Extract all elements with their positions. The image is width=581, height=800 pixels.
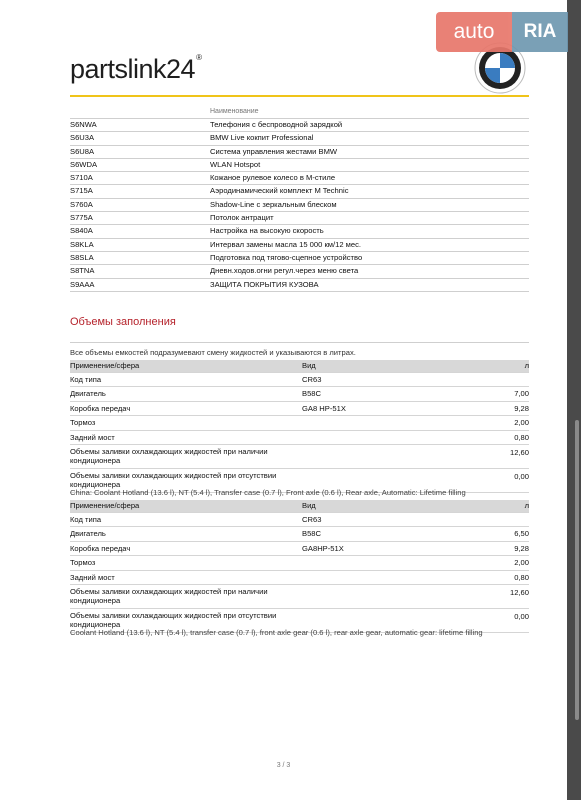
capacities-table-1 <box>70 360 529 493</box>
table-row <box>70 278 529 292</box>
table-row <box>70 386 529 400</box>
option-code: S6WDA <box>70 159 98 169</box>
capacities-table-2 <box>70 500 529 633</box>
option-name: Интервал замены масла 15 000 км/12 мес. <box>210 239 362 249</box>
auto-ria-watermark-auto: auto <box>436 12 512 52</box>
logo-text: partslink24 <box>70 54 196 84</box>
table-row <box>70 512 529 526</box>
table-header <box>70 500 529 512</box>
header-type: Вид <box>302 361 316 370</box>
cell-type <box>302 571 462 584</box>
header-liters: л <box>524 361 529 370</box>
scrollbar[interactable] <box>575 420 579 720</box>
partslink24-logo <box>70 50 202 84</box>
table-row <box>70 415 529 429</box>
page-number: 3 / 3 <box>276 762 291 769</box>
cell-type <box>302 556 462 569</box>
table-row <box>70 238 529 251</box>
table-row <box>70 430 529 444</box>
table-row <box>70 555 529 569</box>
options-table-header: Наименование <box>210 108 259 115</box>
cell-liters: 9,28 <box>514 543 529 553</box>
option-code: S6U3A <box>70 133 95 143</box>
cell-liters: 0,80 <box>514 572 529 582</box>
cell-type: GA8HP-51X <box>302 543 344 553</box>
header-application: Применение/сфера <box>70 361 140 370</box>
cell-application: Тормоз <box>70 418 96 428</box>
cell-application: Тормоз <box>70 558 96 568</box>
cell-application: Код типа <box>70 515 102 524</box>
cell-liters: 12,60 <box>509 447 529 457</box>
cell-liters <box>462 373 529 386</box>
option-code: S710A <box>70 173 93 183</box>
cell-liters: 0,00 <box>514 611 529 621</box>
option-name: Кожаное рулевое колесо в M-стиле <box>210 173 336 183</box>
cell-type <box>302 416 462 429</box>
table-row <box>70 526 529 540</box>
capacities-intro: Все объемы емкостей подразумевают смену жидкостей и указываются в литрах. <box>70 348 356 357</box>
cell-type: CR63 <box>302 375 322 384</box>
cell-application: Код типа <box>70 375 102 384</box>
header-liters: л <box>524 501 529 510</box>
option-name: ЗАЩИТА ПОКРЫТИЯ КУЗОВА <box>210 279 319 289</box>
option-code: S8KLA <box>70 239 94 249</box>
cell-liters: 7,00 <box>514 389 529 399</box>
option-code: S715A <box>70 186 93 196</box>
cell-application: Задний мост <box>70 572 115 582</box>
cell-liters: 0,00 <box>514 471 529 481</box>
cell-application: Двигатель <box>70 389 106 399</box>
logo-registered-mark: ® <box>196 53 202 62</box>
option-code: S6NWA <box>70 120 97 129</box>
option-code: S8SLA <box>70 252 94 262</box>
cell-type: GA8 HP-51X <box>302 403 346 413</box>
option-name: Настройка на высокую скорость <box>210 226 324 236</box>
cell-liters: 2,00 <box>514 558 529 568</box>
table-row <box>70 264 529 277</box>
cell-type: B58C <box>302 529 321 539</box>
table-row <box>70 158 529 171</box>
cell-application: Объемы заливки охлаждающих жидкостей при отсутствии кондиционера <box>70 470 277 489</box>
cell-application: Задний мост <box>70 432 115 442</box>
china-note: China: Coolant Hotland (13.6 l), NT (5.4 l), Transfer case (0.7 l), Front axle (0.6 l), Rear axle, Automatic: Lifetime filling <box>70 488 466 497</box>
cell-application: Объемы заливки охлаждающих жидкостей при наличии кондиционера <box>70 586 268 605</box>
table-header <box>70 360 529 372</box>
option-code: S840A <box>70 226 93 236</box>
table-row <box>70 118 529 131</box>
table-row <box>70 444 529 468</box>
cell-application: Коробка передач <box>70 543 131 553</box>
table-row <box>70 198 529 211</box>
option-code: S9AAA <box>70 279 95 289</box>
table-row <box>70 570 529 584</box>
table-row <box>70 251 529 264</box>
table-row <box>70 211 529 224</box>
table-row <box>70 145 529 158</box>
cell-liters: 12,60 <box>509 587 529 597</box>
auto-ria-watermark-ria: RIA <box>512 12 568 52</box>
cell-liters: 2,00 <box>514 418 529 428</box>
option-name: Аэродинамический комплект M Technic <box>210 186 349 196</box>
option-code: S775A <box>70 213 93 223</box>
cell-application: Объемы заливки охлаждающих жидкостей при наличии кондиционера <box>70 446 268 465</box>
table-row <box>70 184 529 197</box>
cell-type: CR63 <box>302 515 322 524</box>
cell-liters: 0,80 <box>514 432 529 442</box>
option-name: Телефония с беспроводной зарядкой <box>210 120 343 129</box>
option-name: Подготовка под тягово-сцепное устройство <box>210 252 363 262</box>
cell-application: Объемы заливки охлаждающих жидкостей при отсутствии кондиционера <box>70 610 277 629</box>
header-divider <box>70 95 529 97</box>
option-code: S760A <box>70 199 93 209</box>
option-name: Дневн.ходов.огни регул.через меню света <box>210 266 359 276</box>
table-row <box>70 584 529 608</box>
coolant-note: Coolant Hotland (13.6 l), NT (5.4 l), transfer case (0.7 l), front axle gear (0.6 l), rear axle gear, automatic gear: lifetime filling <box>70 628 483 637</box>
option-name: WLAN Hotspot <box>210 159 261 169</box>
table-row <box>70 131 529 144</box>
table-row <box>70 372 529 386</box>
option-name: Система управления жестами BMW <box>210 146 338 156</box>
options-table <box>70 106 529 292</box>
header-type: Вид <box>302 501 316 510</box>
option-code: S8TNA <box>70 266 95 276</box>
table-row <box>70 171 529 184</box>
table-row <box>70 541 529 555</box>
option-code: S6U8A <box>70 146 95 156</box>
cell-liters: 9,28 <box>514 403 529 413</box>
cell-type: B58C <box>302 389 321 399</box>
option-name: Shadow-Line с зеркальным блеском <box>210 199 337 209</box>
cell-type <box>302 445 462 468</box>
header-application: Применение/сфера <box>70 501 140 510</box>
option-name: Потолок антрацит <box>210 213 274 223</box>
section-title: Объемы заполнения <box>70 316 176 328</box>
cell-type <box>302 431 462 444</box>
cell-type <box>302 585 462 608</box>
cell-application: Коробка передач <box>70 403 131 413</box>
cell-application: Двигатель <box>70 529 106 539</box>
section-divider <box>70 342 529 343</box>
option-name: BMW Live кокпит Professional <box>210 133 314 143</box>
table-row <box>70 224 529 237</box>
cell-liters: 6,50 <box>514 529 529 539</box>
table-row <box>70 401 529 415</box>
cell-liters <box>462 513 529 526</box>
